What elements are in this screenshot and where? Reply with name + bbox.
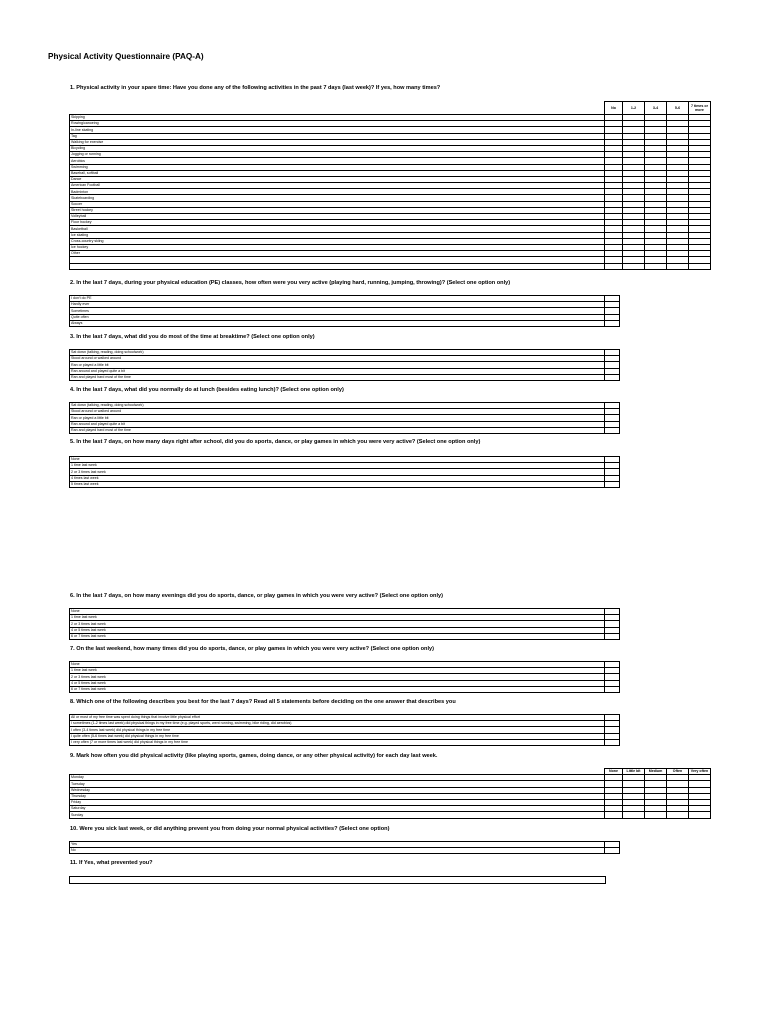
q2-option-label: Sometimes bbox=[70, 308, 605, 314]
q1-activity-label: Badminton bbox=[70, 189, 605, 195]
q1-activity-label: Basketball bbox=[70, 226, 605, 232]
q9-day-label: Saturday bbox=[70, 806, 605, 812]
q1-activity-label: Rowing/canoeing bbox=[70, 121, 605, 127]
q9-question: 9. Mark how often you did physical activity (like playing sports, games, doing dance, or any other physical activity) for each day last week. bbox=[70, 753, 438, 759]
q6-option-checkbox[interactable] bbox=[605, 633, 620, 639]
q6-option-row bbox=[70, 633, 620, 639]
q1-activity-label: Ice hockey bbox=[70, 244, 605, 250]
q6-option-label: 1 time last week bbox=[70, 615, 605, 621]
q2-option-label: I don't do PE bbox=[70, 296, 605, 302]
q5-option-label: 5 times last week bbox=[70, 481, 605, 487]
q9-day-label: Thursday bbox=[70, 793, 605, 799]
document-title: Physical Activity Questionnaire (PAQ-A) bbox=[48, 52, 204, 61]
q3-option-label: Ran and played hard most of the time bbox=[70, 374, 605, 380]
q7-option-label: 2 or 3 times last week bbox=[70, 674, 605, 680]
q3-option-label: Sat down (talking, reading, doing schoolwork) bbox=[70, 350, 605, 356]
q9-day-label: Wednesday bbox=[70, 787, 605, 793]
q1-question: 1. Physical activity in your spare time: Have you done any of the following activities in the past 7 days (last week)? If yes, how many times? bbox=[70, 85, 441, 91]
q2-option-label: Hardly ever bbox=[70, 302, 605, 308]
q5-option-row bbox=[70, 481, 620, 487]
q9-day-label: Friday bbox=[70, 799, 605, 805]
q4-option-label: Ran or played a little bit bbox=[70, 415, 605, 421]
q1-header-row bbox=[70, 102, 711, 115]
q1-activity-label: Skateboarding bbox=[70, 195, 605, 201]
q7-option-label: 6 or 7 times last week bbox=[70, 686, 605, 692]
q3-option-row bbox=[70, 374, 620, 380]
q1-column-header: 3-4 bbox=[645, 102, 667, 115]
q10-option-label: Yes bbox=[70, 842, 605, 848]
q1-column-header: 7 times or more bbox=[689, 102, 711, 115]
q1-activity-label: Ice skating bbox=[70, 232, 605, 238]
q4-option-label: Ran and played hard most of the time bbox=[70, 427, 605, 433]
q2-option-checkbox[interactable] bbox=[605, 320, 620, 326]
q5-option-label: None bbox=[70, 457, 605, 463]
q5-options-table bbox=[69, 456, 620, 488]
q8-option-label: I very often (7 or more times last week) did physical things in my free time bbox=[70, 739, 605, 745]
q3-question: 3. In the last 7 days, what did you do most of the time at breaktime? (Select one option only) bbox=[70, 334, 315, 340]
q8-option-label: I often (3-4 times last week) did physical things in my free time bbox=[70, 727, 605, 733]
q8-option-label: I sometimes (1-2 times last week) did physical things in my free time (e.g. played sports, went running, swimming, bike riding, did aerobics) bbox=[70, 721, 605, 727]
q9-day-label: Sunday bbox=[70, 812, 605, 818]
q1-answer-cell[interactable] bbox=[645, 263, 667, 269]
q9-answer-cell[interactable] bbox=[667, 812, 689, 818]
q3-option-label: Ran or played a little bit bbox=[70, 362, 605, 368]
q7-option-label: 1 time last week bbox=[70, 668, 605, 674]
q8-option-checkbox[interactable] bbox=[605, 739, 620, 745]
q7-option-row bbox=[70, 686, 620, 692]
q9-column-header: None bbox=[605, 769, 623, 775]
q9-column-header: Very often bbox=[689, 769, 711, 775]
q6-option-label: 2 or 3 times last week bbox=[70, 621, 605, 627]
q1-answer-cell[interactable] bbox=[689, 263, 711, 269]
q2-option-row bbox=[70, 320, 620, 326]
q6-options-table bbox=[69, 608, 620, 640]
q1-activity-label: Walking for exercise bbox=[70, 139, 605, 145]
q4-option-row bbox=[70, 427, 620, 433]
q11-answer-field[interactable] bbox=[69, 876, 606, 884]
q9-column-header: Little bit bbox=[623, 769, 645, 775]
q1-activity-table bbox=[69, 101, 711, 270]
q1-activity-label bbox=[70, 263, 605, 269]
q5-question: 5. In the last 7 days, on how many days right after school, did you do sports, dance, or play games in which you were very active? (Select one option only) bbox=[70, 439, 481, 445]
q9-column-header: Medium bbox=[645, 769, 667, 775]
q1-activity-label: In-line skating bbox=[70, 127, 605, 133]
q1-answer-cell[interactable] bbox=[605, 263, 623, 269]
q1-activity-label: Bicycling bbox=[70, 145, 605, 151]
q1-answer-cell[interactable] bbox=[623, 263, 645, 269]
q7-options-table bbox=[69, 661, 620, 693]
q1-activity-label: Street hockey bbox=[70, 207, 605, 213]
q1-activity-label: Baseball, softball bbox=[70, 170, 605, 176]
q5-option-label: 4 times last week bbox=[70, 475, 605, 481]
q10-option-checkbox[interactable] bbox=[605, 848, 620, 854]
q7-option-checkbox[interactable] bbox=[605, 686, 620, 692]
q9-answer-cell[interactable] bbox=[689, 812, 711, 818]
q6-option-label: 6 or 7 times last week bbox=[70, 633, 605, 639]
q1-column-header: 5-6 bbox=[667, 102, 689, 115]
q1-activity-label: Swimming bbox=[70, 164, 605, 170]
q7-question: 7. On the last weekend, how many times did you do sports, dance, or play games in which you were very active? (Select one option only) bbox=[70, 646, 434, 652]
q1-activity-label: Floor hockey bbox=[70, 220, 605, 226]
q1-column-header: No bbox=[605, 102, 623, 115]
q9-answer-cell[interactable] bbox=[645, 812, 667, 818]
q1-activity-label: Other bbox=[70, 251, 605, 257]
q2-option-label: Quite often bbox=[70, 314, 605, 320]
q3-options-table bbox=[69, 349, 620, 381]
q4-option-label: Stood around or walked around bbox=[70, 409, 605, 415]
q1-activity-label: Cross-country skiing bbox=[70, 238, 605, 244]
q5-option-checkbox[interactable] bbox=[605, 481, 620, 487]
q1-activity-label: Volleyball bbox=[70, 214, 605, 220]
q2-question: 2. In the last 7 days, during your physical education (PE) classes, how often were you very active (playing hard, running, jumping, throwing)? (Select one option only) bbox=[70, 280, 511, 286]
q8-question: 8. Which one of the following describes you best for the last 7 days? Read all 5 statements before deciding on the one answer that describes you bbox=[70, 699, 456, 705]
q9-day-label: Tuesday bbox=[70, 781, 605, 787]
q1-column-header: 1-2 bbox=[623, 102, 645, 115]
q10-option-row bbox=[70, 848, 620, 854]
q10-option-label: No bbox=[70, 848, 605, 854]
q1-header-blank bbox=[70, 102, 605, 115]
q1-activity-label: American Football bbox=[70, 183, 605, 189]
q4-option-label: Ran around and played quite a bit bbox=[70, 421, 605, 427]
q6-option-label: None bbox=[70, 609, 605, 615]
q1-activity-label: Soccer bbox=[70, 201, 605, 207]
q11-question: 11. If Yes, what prevented you? bbox=[70, 860, 153, 866]
q9-answer-cell[interactable] bbox=[605, 812, 623, 818]
q1-activity-label: Skipping bbox=[70, 115, 605, 121]
q8-option-label: All or most of my free time was spent doing things that involve little physical effort bbox=[70, 715, 605, 721]
q4-question: 4. In the last 7 days, what did you normally do at lunch (besides eating lunch)? (Select one option only) bbox=[70, 387, 344, 393]
q2-option-label: Always bbox=[70, 320, 605, 326]
q3-option-checkbox[interactable] bbox=[605, 374, 620, 380]
q9-day-label: Monday bbox=[70, 775, 605, 781]
q3-option-label: Ran around and played quite a bit bbox=[70, 368, 605, 374]
q8-options-table bbox=[69, 714, 620, 746]
q1-activity-row bbox=[70, 263, 711, 269]
q9-answer-cell[interactable] bbox=[623, 812, 645, 818]
q2-options-table bbox=[69, 295, 620, 327]
q1-answer-cell[interactable] bbox=[667, 263, 689, 269]
q4-option-checkbox[interactable] bbox=[605, 427, 620, 433]
q3-option-label: Stood around or walked around bbox=[70, 356, 605, 362]
q7-option-label: None bbox=[70, 662, 605, 668]
q4-option-label: Sat down (talking, reading, doing schoolwork) bbox=[70, 403, 605, 409]
q7-option-label: 4 or 5 times last week bbox=[70, 680, 605, 686]
q1-activity-label: Jogging or running bbox=[70, 152, 605, 158]
q10-options-table bbox=[69, 841, 620, 854]
q5-option-label: 2 or 3 times last week bbox=[70, 469, 605, 475]
q1-activity-label: Aerobics bbox=[70, 158, 605, 164]
q4-options-table bbox=[69, 402, 620, 434]
q8-option-label: I quite often (5-6 times last week) did physical things in my free time bbox=[70, 733, 605, 739]
q5-option-label: 1 time last week bbox=[70, 463, 605, 469]
q1-activity-label: Tag bbox=[70, 133, 605, 139]
q10-question: 10. Were you sick last week, or did anything prevent you from doing your normal physical activities? (Select one option) bbox=[70, 826, 390, 832]
q9-column-header: Often bbox=[667, 769, 689, 775]
q6-question: 6. In the last 7 days, on how many evenings did you do sports, dance, or play games in which you were very active? (Select one option only) bbox=[70, 593, 444, 599]
q9-day-row bbox=[70, 812, 711, 818]
q9-days-table bbox=[69, 768, 711, 819]
q1-activity-label: Dance bbox=[70, 176, 605, 182]
q6-option-label: 4 or 5 times last week bbox=[70, 627, 605, 633]
q8-option-row bbox=[70, 739, 620, 745]
